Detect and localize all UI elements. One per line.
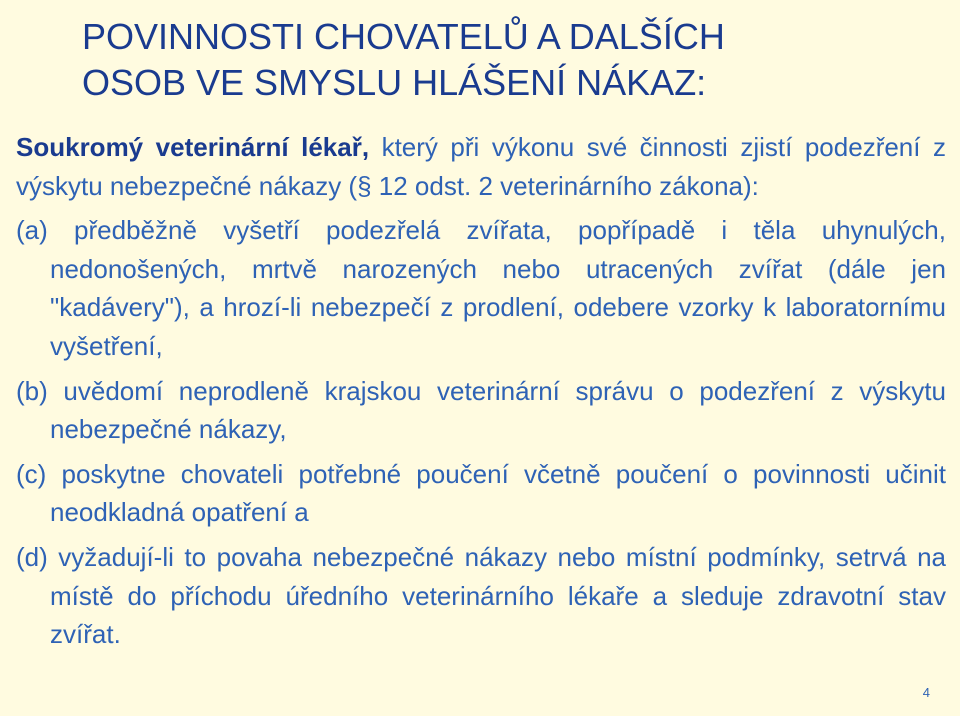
list-item-a: (a) předběžně vyšetří podezřelá zvířata, popřípadě i těla uhynulých, nedonošených, mrtvě narozených nebo utracených zvířat (dále jen "kadávery"), a hrozí-li nebezpečí z prodlení, odebere vzorky k laboratornímu vyšetření, [16,215,946,361]
page-number: 4 [922,685,930,700]
intro-highlight: Soukromý veterinární lékař, [16,132,370,162]
title-line-1: POVINNOSTI CHOVATELŮ A DALŠÍCH [82,16,725,57]
title-line-2: OSOB VE SMYSLU HLÁŠENÍ NÁKAZ: [82,62,707,103]
slide-body [16,128,946,654]
list-item-b: (b) uvědomí neprodleně krajskou veterinární správu o podezření z výskytu nebezpečné nákazy, [16,375,946,445]
intro-text: který při výkonu své činnosti zjistí podezření z výskytu nebezpečné nákazy (§ 12 odst. 2 veterinárního zákona): [16,132,947,201]
list-item-c: (c) poskytne chovateli potřebné poučení včetně poučení o povinnosti učinit neodkladná opatření a [16,458,946,528]
slide-title [82,14,942,106]
list-item-d: (d) vyžadují-li to povaha nebezpečné nákazy nebo místní podmínky, setrvá na místě do příchodu úředního veterinárního lékaře a sleduje zdravotní stav zvířat. [16,541,946,650]
intro-paragraph [16,128,946,205]
